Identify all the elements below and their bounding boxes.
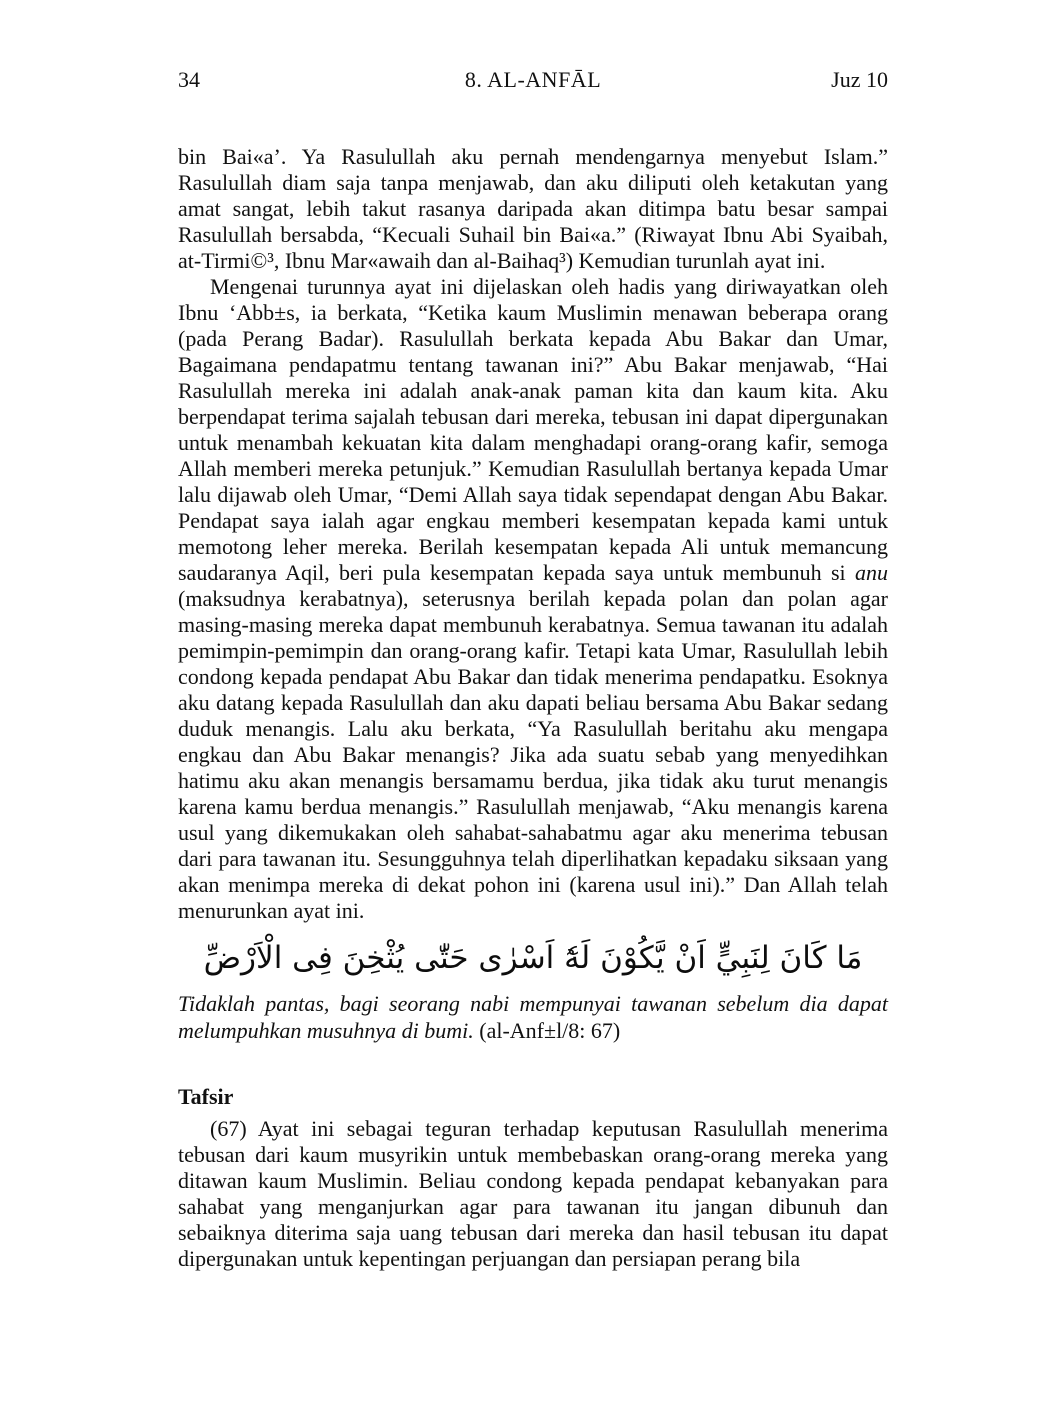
paragraph-hadis-part1: Mengenai turunnya ayat ini dijelaskan oleh hadis yang diriwayatkan oleh Ibnu ‘Abb±s, ia berkata, “Ketika kaum Muslimin menawan beberapa orang (pada Perang Badar). Rasulullah berkata kepada Abu Bakar dan Umar, Bagaimana pendapatmu tentang tawanan ini?” Abu Bakar menjawab, “Hai Rasulullah mereka ini adalah anak-anak paman kita dan kaum kita. Aku berpendapat terima sajalah tebusan dari mereka, tebusan ini dapat dipergunakan untuk menambah kekuatan kita dalam menghadapi orang-orang kafir, semoga Allah memberi mereka petunjuk.” Kemudian Rasulullah bertanya kepada Umar lalu dijawab oleh Umar, “Demi Allah saya tidak sependapat dengan Abu Bakar. Pendapat saya ialah agar engkau memberi kesempatan kepada kami untuk memotong leher mereka. Berilah kesempatan kepada Ali untuk memancung saudaranya Aqil, beri pula kesempatan kepada saya untuk membunuh si bbox=[178, 274, 888, 586]
page-body bbox=[178, 144, 888, 1272]
tafsir-heading: Tafsir bbox=[178, 1083, 234, 1109]
page-header bbox=[178, 68, 888, 92]
page-number: 34 bbox=[178, 67, 200, 92]
juz-label: Juz 10 bbox=[831, 67, 888, 92]
italic-term-anu: anu bbox=[855, 560, 888, 586]
paragraph-hadis-ibnu-abbas bbox=[178, 274, 888, 924]
arabic-verse: مَا كَانَ لِنَبِيٍّ اَنْ يَّكُوْنَ لَهٗٓ اَسْرٰى حَتّٰى يُثْخِنَ فِى الْاَرْضِّ bbox=[203, 940, 863, 977]
verse-translation-text: Tidaklah pantas, bagi seorang nabi mempunyai tawanan sebelum dia dapat melumpuhkan musuhnya di bumi. bbox=[178, 990, 888, 1043]
paragraph-tafsir-67: (67) Ayat ini sebagai teguran terhadap keputusan Rasulullah menerima tebusan dari kaum musyrikin untuk membebaskan orang-orang mereka yang ditawan kaum Muslimin. Beliau condong kepada pendapat kebanyakan para sahabat yang menganjurkan agar para tawanan itu jangan dibunuh dan sebaiknya diterima saja uang tebusan dari mereka dan hasil tebusan itu dapat dipergunakan untuk kepentingan perjuangan dan persiapan perang bila bbox=[178, 1116, 888, 1272]
surah-title: 8. AL-ANFĀL bbox=[464, 67, 602, 92]
paragraph-hadis-part2: (maksudnya kerabatnya), seterusnya berilah kepada polan dan polan agar masing-masing mereka dapat membunuh kerabatnya. Semua tawanan itu adalah pemimpin-pemimpin dan orang-orang kafir. Tetapi kata Umar, Rasulullah lebih condong kepada pendapat Abu Bakar dan tidak menerima pendapatku. Esoknya aku datang kepada Rasulullah dan aku dapati beliau bersama Abu Bakar sedang duduk menangis. Lalu aku berkata, “Ya Rasulullah beritahu aku mengapa engkau dan Abu Bakar menangis? Jika ada suatu sebab yang menyedihkan hatimu aku akan menangis bersamamu berdua, jika tidak aku turut menangis karena kamu berdua menangis.” Rasulullah menjawab, “Aku menangis karena usul yang dikemukakan oleh sahabat-sahabatmu agar aku menerima tebusan dari para tawanan itu. Sesungguhnya telah diperlihatkan kepadaku siksaan yang akan menimpa mereka di dekat pohon ini (karena usul ini).” Dan Allah telah menurunkan ayat ini. bbox=[178, 586, 888, 924]
verse-reference: (al-Anf±l/8: 67) bbox=[479, 1017, 621, 1043]
paragraph-riwayat: bin Bai«a’. Ya Rasulullah aku pernah mendengarnya menyebut Islam.” Rasulullah diam saja tanpa menjawab, dan aku diliputi oleh ketakutan yang amat sangat, lebih takut rasanya daripada akan ditimpa batu besar sampai Rasulullah bersabda, “Kecuali Suhail bin Bai«a.” (Riwayat Ibnu Abi Syaibah, at-Tirmi©³, Ibnu Mar«awaih dan al-Baihaq³) Kemudian turunlah ayat ini. bbox=[178, 144, 888, 274]
verse-translation bbox=[178, 990, 888, 1044]
